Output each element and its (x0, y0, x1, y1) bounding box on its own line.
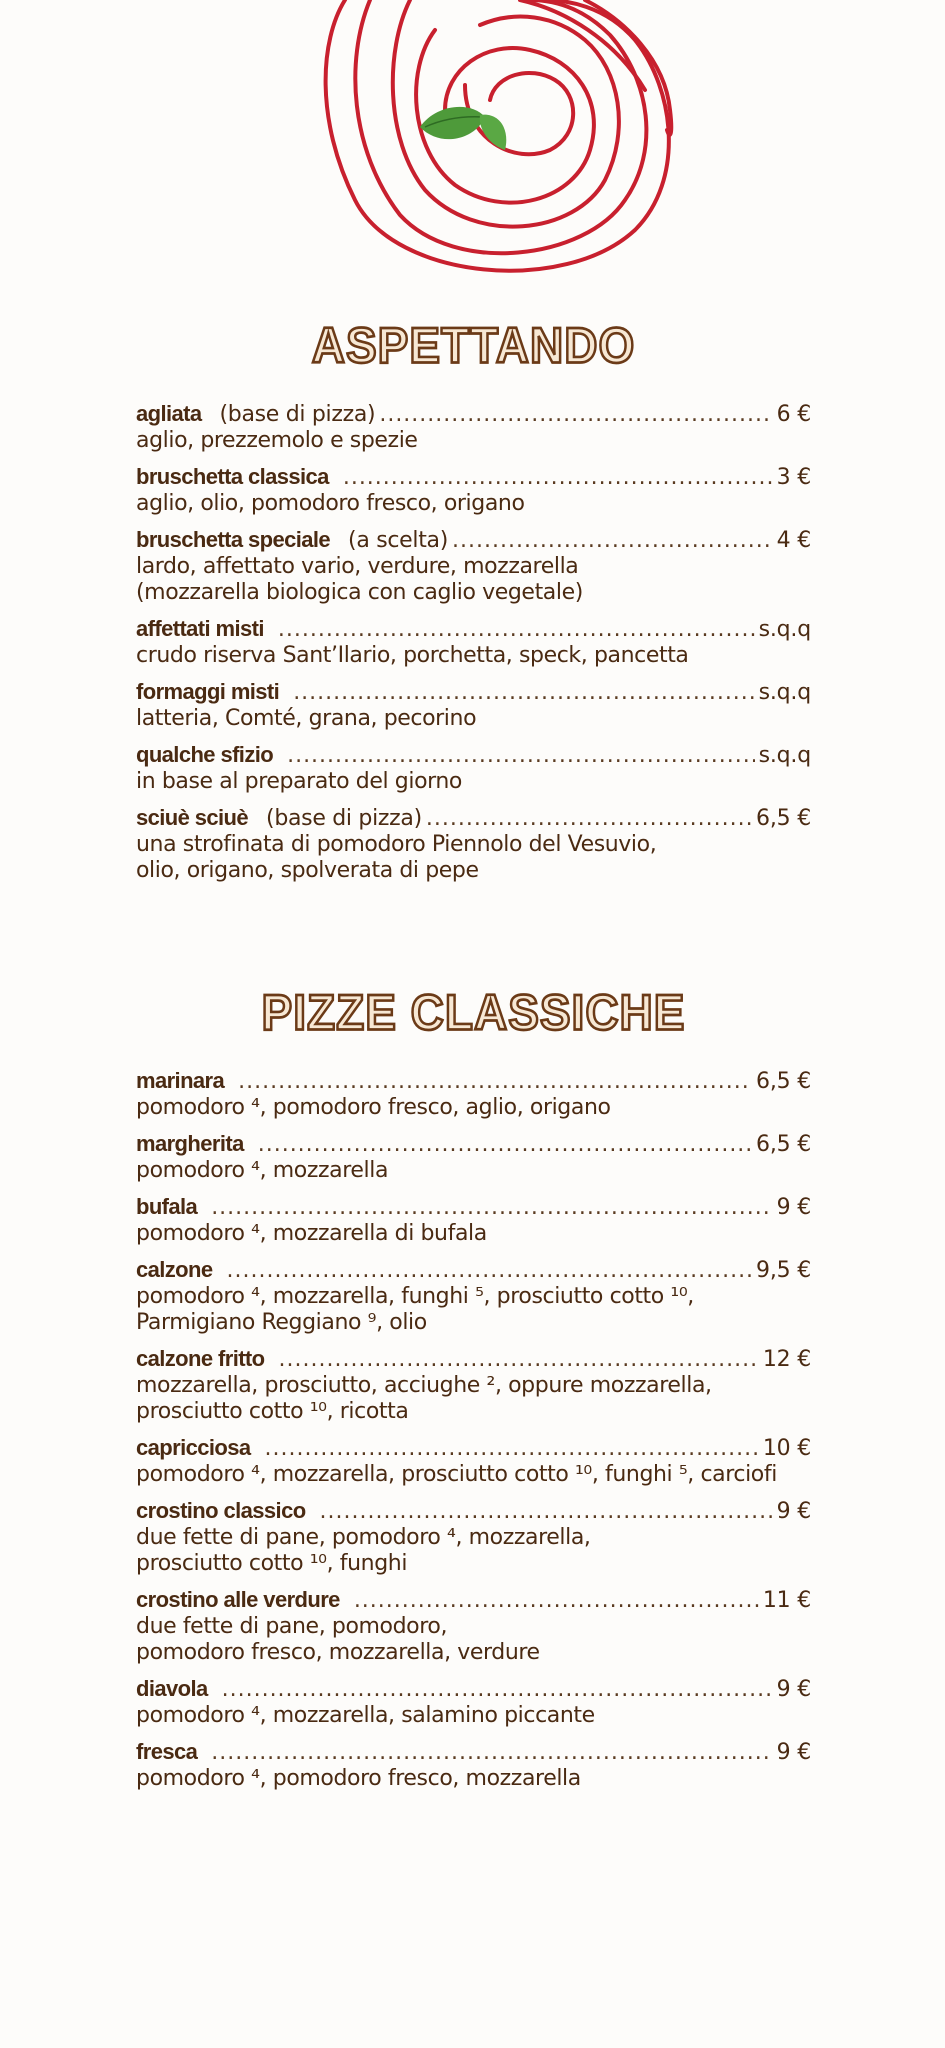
menu-item-price: 3 € (776, 465, 811, 490)
menu-item-header (136, 526, 811, 554)
menu-item-name: marinara (136, 1068, 225, 1093)
menu-item-description: pomodoro ⁴, mozzarella, prosciutto cotto ¹⁰, funghi ⁵, carciofi (136, 1462, 777, 1487)
menu-item-price: 4 € (776, 528, 811, 553)
dot-leader (264, 1435, 758, 1462)
menu-item-description: latteria, Comté, grana, pecorino (136, 706, 477, 731)
menu-item-description: due fette di pane, pomodoro, pomodoro fresco, mozzarella, verdure (136, 1614, 540, 1665)
menu-item-header (136, 1497, 811, 1525)
menu-item-margherita (136, 1130, 811, 1184)
menu-item-description: pomodoro ⁴, mozzarella di bufala (136, 1221, 487, 1246)
dot-leader (287, 742, 755, 769)
dot-leader (293, 679, 754, 706)
menu-item-header (136, 1067, 811, 1095)
menu-item-bruschetta-classica (136, 463, 811, 517)
dot-leader (452, 527, 773, 554)
menu-item-price: s.q.q (758, 617, 811, 642)
menu-item-description: pomodoro ⁴, pomodoro fresco, aglio, origano (136, 1095, 611, 1120)
menu-item-price: s.q.q (758, 743, 811, 768)
menu-item-price: 9 € (776, 1499, 811, 1524)
menu-item-header (136, 1586, 811, 1614)
dot-leader (211, 1194, 772, 1221)
menu-item-description: aglio, olio, pomodoro fresco, origano (136, 491, 525, 516)
menu-item-description: crudo riserva Sant’Ilario, porchetta, speck, pancetta (136, 643, 689, 668)
menu-item-description: pomodoro ⁴, mozzarella, funghi ⁵, prosciutto cotto ¹⁰, Parmigiano Reggiano ⁹, olio (136, 1284, 694, 1335)
section-title: PIZZE CLASSICHE (261, 983, 686, 1041)
menu-item-marinara (136, 1067, 811, 1121)
menu-item-name: qualche sfizio (136, 742, 274, 767)
section-title: ASPETTANDO (311, 316, 636, 374)
menu-item-fresca (136, 1738, 811, 1792)
dot-leader (426, 805, 752, 832)
menu-item-description: aglio, prezzemolo e spezie (136, 428, 418, 453)
dot-leader (227, 1257, 753, 1284)
menu-item-calzone (136, 1256, 811, 1336)
dot-leader (320, 1498, 773, 1525)
menu-item-name: crostino alle verdure (136, 1587, 340, 1612)
menu-item-header (136, 400, 811, 428)
menu-item-price: 11 € (762, 1588, 811, 1613)
menu-item-name: fresca (136, 1739, 198, 1764)
menu-item-header (136, 1675, 811, 1703)
menu-item-name: margherita (136, 1131, 244, 1156)
menu-item-price: 10 € (762, 1436, 811, 1461)
menu-item-description: pomodoro ⁴, mozzarella (136, 1158, 389, 1183)
menu-item-bufala (136, 1193, 811, 1247)
menu-item-name: formaggi misti (136, 679, 280, 704)
menu-item-description: pomodoro ⁴, pomodoro fresco, mozzarella (136, 1766, 581, 1791)
menu-item-header (136, 1434, 811, 1462)
menu-item-affettati-misti (136, 615, 811, 669)
dot-leader (343, 464, 773, 491)
menu-item-note: (base di pizza) (266, 806, 422, 831)
menu-item-header (136, 1345, 811, 1373)
menu-item-header (136, 741, 811, 769)
menu-item-note: (a scelta) (348, 528, 448, 553)
menu-item-price: 6 € (776, 402, 811, 427)
dot-leader (238, 1068, 752, 1095)
menu-item-name: diavola (136, 1676, 208, 1701)
menu-item-price: s.q.q (758, 680, 811, 705)
menu-item-price: 12 € (762, 1347, 811, 1372)
menu-item-agliata (136, 400, 811, 454)
menu-item-price: 6,5 € (756, 1069, 811, 1094)
menu-item-sciue-sciue (136, 804, 811, 884)
menu-item-header (136, 1256, 811, 1284)
menu-item-crostino-alle-verdure (136, 1586, 811, 1666)
menu-item-list (136, 1067, 811, 1792)
menu-item-list (136, 400, 811, 884)
menu-item-description: due fette di pane, pomodoro ⁴, mozzarella, prosciutto cotto ¹⁰, funghi (136, 1525, 591, 1576)
dot-leader (279, 1346, 759, 1373)
menu-item-name: affettati misti (136, 616, 264, 641)
menu-section-aspettando (136, 318, 811, 893)
menu-item-header (136, 804, 811, 832)
menu-item-capricciosa (136, 1434, 811, 1488)
menu-item-name: bufala (136, 1194, 198, 1219)
menu-item-calzone-fritto (136, 1345, 811, 1425)
menu-item-header (136, 678, 811, 706)
menu-item-description: in base al preparato del giorno (136, 769, 462, 794)
menu-item-header (136, 463, 811, 491)
menu-item-header (136, 1193, 811, 1221)
dot-leader (222, 1676, 773, 1703)
dot-leader (258, 1131, 752, 1158)
menu-item-bruschetta-speciale (136, 526, 811, 606)
menu-item-name: capricciosa (136, 1435, 251, 1460)
menu-item-price: 6,5 € (756, 1132, 811, 1157)
menu-item-name: crostino classico (136, 1498, 306, 1523)
menu-item-header (136, 615, 811, 643)
menu-item-description: lardo, affettato vario, verdure, mozzarella (mozzarella biologica con caglio vegetale) (136, 554, 583, 605)
menu-item-description: una strofinata di pomodoro Piennolo del Vesuvio, olio, origano, spolverata di pepe (136, 832, 657, 883)
menu-item-name: agliata (136, 401, 202, 426)
menu-item-formaggi-misti (136, 678, 811, 732)
dot-leader (379, 401, 772, 428)
dot-leader (278, 616, 755, 643)
menu-item-description: pomodoro ⁴, mozzarella, salamino piccante (136, 1703, 595, 1728)
menu-item-price: 9 € (776, 1677, 811, 1702)
menu-item-qualche-sfizio (136, 741, 811, 795)
menu-item-price: 9,5 € (756, 1258, 811, 1283)
menu-item-description: mozzarella, prosciutto, acciughe ², oppure mozzarella, prosciutto cotto ¹⁰, ricotta (136, 1373, 712, 1424)
spaghetti-basil-logo (315, 0, 685, 295)
menu-item-note: (base di pizza) (219, 402, 376, 427)
menu-item-header (136, 1130, 811, 1158)
menu-item-price: 6,5 € (756, 806, 811, 831)
dot-leader (354, 1587, 759, 1614)
menu-section-pizze-classiche (136, 985, 811, 1801)
menu-item-diavola (136, 1675, 811, 1729)
menu-item-name: bruschetta speciale (136, 527, 331, 552)
menu-item-name: bruschetta classica (136, 464, 329, 489)
menu-item-name: calzone fritto (136, 1346, 265, 1371)
menu-item-price: 9 € (776, 1195, 811, 1220)
menu-item-price: 9 € (776, 1740, 811, 1765)
menu-item-name: calzone (136, 1257, 213, 1282)
menu-item-crostino-classico (136, 1497, 811, 1577)
dot-leader (211, 1739, 772, 1766)
menu-item-header (136, 1738, 811, 1766)
menu-item-name: sciuè sciuè (136, 805, 249, 830)
